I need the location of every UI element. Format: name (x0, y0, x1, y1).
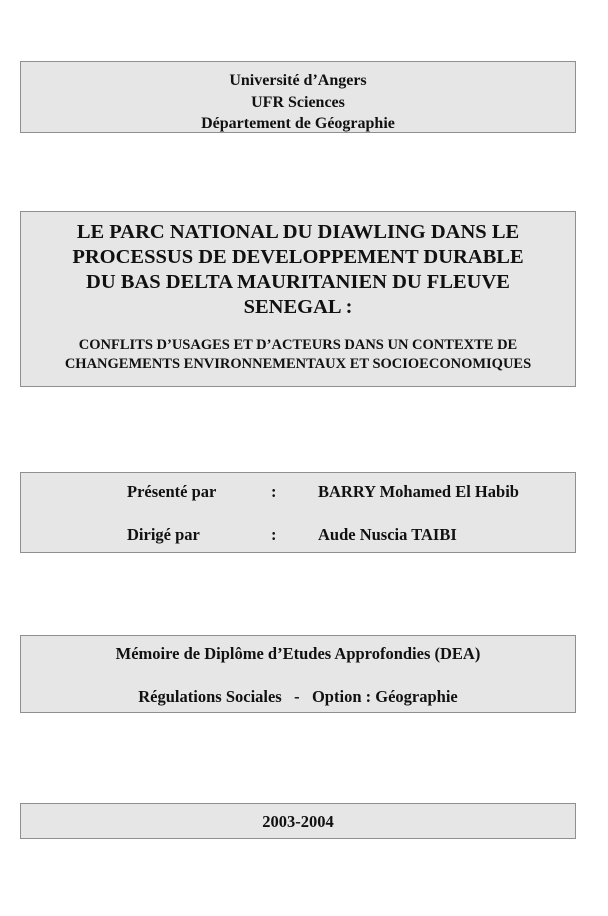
title-line: PROCESSUS DE DEVELOPPEMENT DURABLE (72, 246, 524, 268)
degree-box (20, 635, 576, 713)
directed-by-row (21, 524, 575, 546)
directed-by-label: Dirigé par (127, 525, 200, 544)
thesis-subtitle (21, 336, 575, 374)
presented-by-row (21, 481, 575, 503)
university-header-box (20, 61, 576, 133)
title-line: SENEGAL : (243, 296, 353, 318)
title-line: DU BAS DELTA MAURITANIEN DU FLEUVE (86, 271, 510, 293)
subtitle-line: CONFLITS D’USAGES ET D’ACTEURS DANS UN CONTEXTE DE (78, 337, 518, 353)
degree-name: Mémoire de Diplôme d’Etudes Approfondies (DEA) (115, 644, 481, 663)
department-name: Département de Géographie (201, 115, 395, 132)
degree-option: Régulations Sociales - Option : Géographie (138, 687, 458, 706)
author-name: BARRY Mohamed El Habib (318, 482, 519, 501)
academic-year-box (20, 803, 576, 839)
university-name: Université d’Angers (229, 72, 367, 89)
academic-year: 2003-2004 (262, 812, 334, 831)
supervisor-name: Aude Nuscia TAIBI (318, 525, 457, 544)
presented-by-label: Présenté par (127, 482, 217, 501)
thesis-title (21, 220, 575, 320)
title-line: LE PARC NATIONAL DU DIAWLING DANS LE (76, 221, 520, 243)
faculty-name: UFR Sciences (251, 93, 345, 111)
thesis-title-box (20, 211, 576, 387)
separator-colon: : (271, 482, 277, 501)
subtitle-line: CHANGEMENTS ENVIRONNEMENTAUX ET SOCIOECONOMIQUES (64, 356, 532, 372)
presenters-box (20, 472, 576, 553)
separator-colon: : (271, 525, 277, 544)
